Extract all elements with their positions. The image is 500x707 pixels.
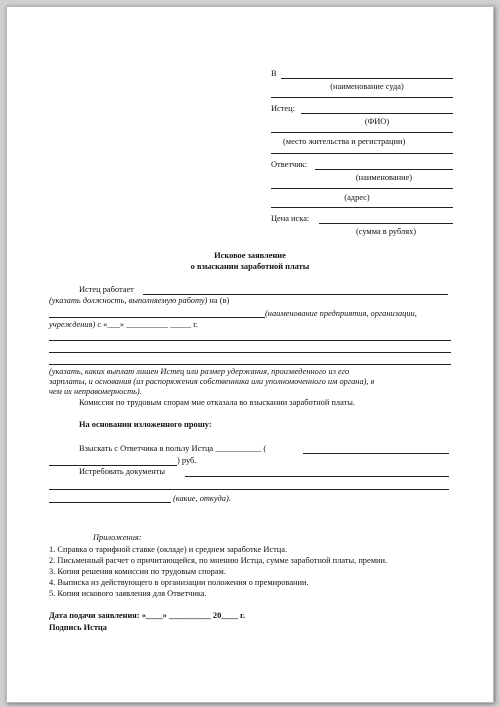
recover-line (303, 453, 449, 454)
claim-price-label: Цена иска: (271, 214, 310, 223)
deprived-hint-1: (указать, каких выплат лишен Истец или размер удержания, произведенного из его (49, 367, 350, 376)
to-prefix: В (271, 69, 277, 78)
name-hint: (наименование) (355, 173, 413, 182)
recover-label: Взыскать с Ответчика в пользу Истца ___________ ( (79, 444, 267, 453)
defendant-line (315, 169, 453, 170)
position-line-text (49, 296, 229, 306)
basis-label: На основании изложенного прошу: (79, 420, 212, 429)
plaintiff-label: Истец: (271, 104, 295, 113)
document-title-line1: Исковое заявление (214, 251, 286, 260)
attachment-item: 2. Письменный расчет о причитающейся, по мнению Истца, сумме заработной платы, премии. (49, 556, 388, 565)
defendant-label: Ответчик: (271, 160, 308, 169)
request-docs-line (185, 476, 449, 477)
details-line-3 (49, 364, 451, 365)
document-title-line2: о взыскании заработной платы (190, 262, 310, 271)
residence-hint: (место жительства и регистрации) (283, 137, 406, 146)
court-hint: (наименование суда) (330, 82, 404, 91)
in-label: на (в) (207, 296, 230, 305)
attachment-item: 1. Справка о тарифной ставке (окладе) и среднем заработке Истца. (49, 545, 288, 554)
rubles-hint: (сумма в рублях) (355, 227, 417, 236)
plaintiff-line (301, 113, 453, 114)
request-docs-label: Истребовать документы (79, 467, 166, 476)
attachment-item: 3. Копия решения комиссии по трудовым спорам. (49, 567, 226, 576)
date-label: Дата подачи заявления: «____» __________ 20____ г. (49, 611, 246, 620)
org-hint: (наименование предприятия, организации, (265, 309, 417, 318)
address-line-2 (271, 207, 453, 208)
institution-hint: учреждения) (49, 320, 96, 329)
residence-line-2 (271, 153, 453, 154)
attachment-item: 4. Выписка из действующего в организации положения о премировании. (49, 578, 309, 587)
from-where-hint: (какие, откуда). (173, 494, 231, 503)
attachments-heading: Приложения: (93, 533, 142, 542)
claim-price-line (319, 223, 453, 224)
org-line (49, 317, 265, 318)
court-line-2 (271, 97, 453, 98)
position-hint: (указать должность, выполняемую работу) (49, 296, 208, 305)
details-line-1 (49, 340, 451, 341)
details-line-2 (49, 352, 451, 353)
docs-line-3 (49, 502, 171, 503)
rub-label: ) руб. (177, 456, 197, 465)
deprived-hint-2: зарплаты, и основания (из распоряжения собственника или уполномоченного им органа), в (49, 377, 375, 386)
court-line (281, 78, 453, 79)
document-page (6, 6, 494, 703)
from-line-text (49, 320, 198, 330)
signature-label: Подпись Истца (49, 623, 107, 632)
commission-text: Комиссия по трудовым спорам мне отказала во взыскании заработной платы. (79, 398, 355, 407)
rub-line (49, 465, 177, 466)
residence-line (271, 132, 453, 133)
attachment-item: 5. Копия искового заявления для Ответчика. (49, 589, 207, 598)
address-line (271, 188, 453, 189)
deprived-hint-3: чем их неправомерность). (49, 387, 142, 396)
works-label: Истец работает (79, 285, 134, 294)
address-hint: (адрес) (344, 193, 370, 202)
fio-hint: (ФИО) (364, 117, 390, 126)
from-label: с «___» __________ _____ г. (95, 320, 198, 329)
works-line (143, 294, 448, 295)
docs-line-2 (49, 489, 449, 490)
